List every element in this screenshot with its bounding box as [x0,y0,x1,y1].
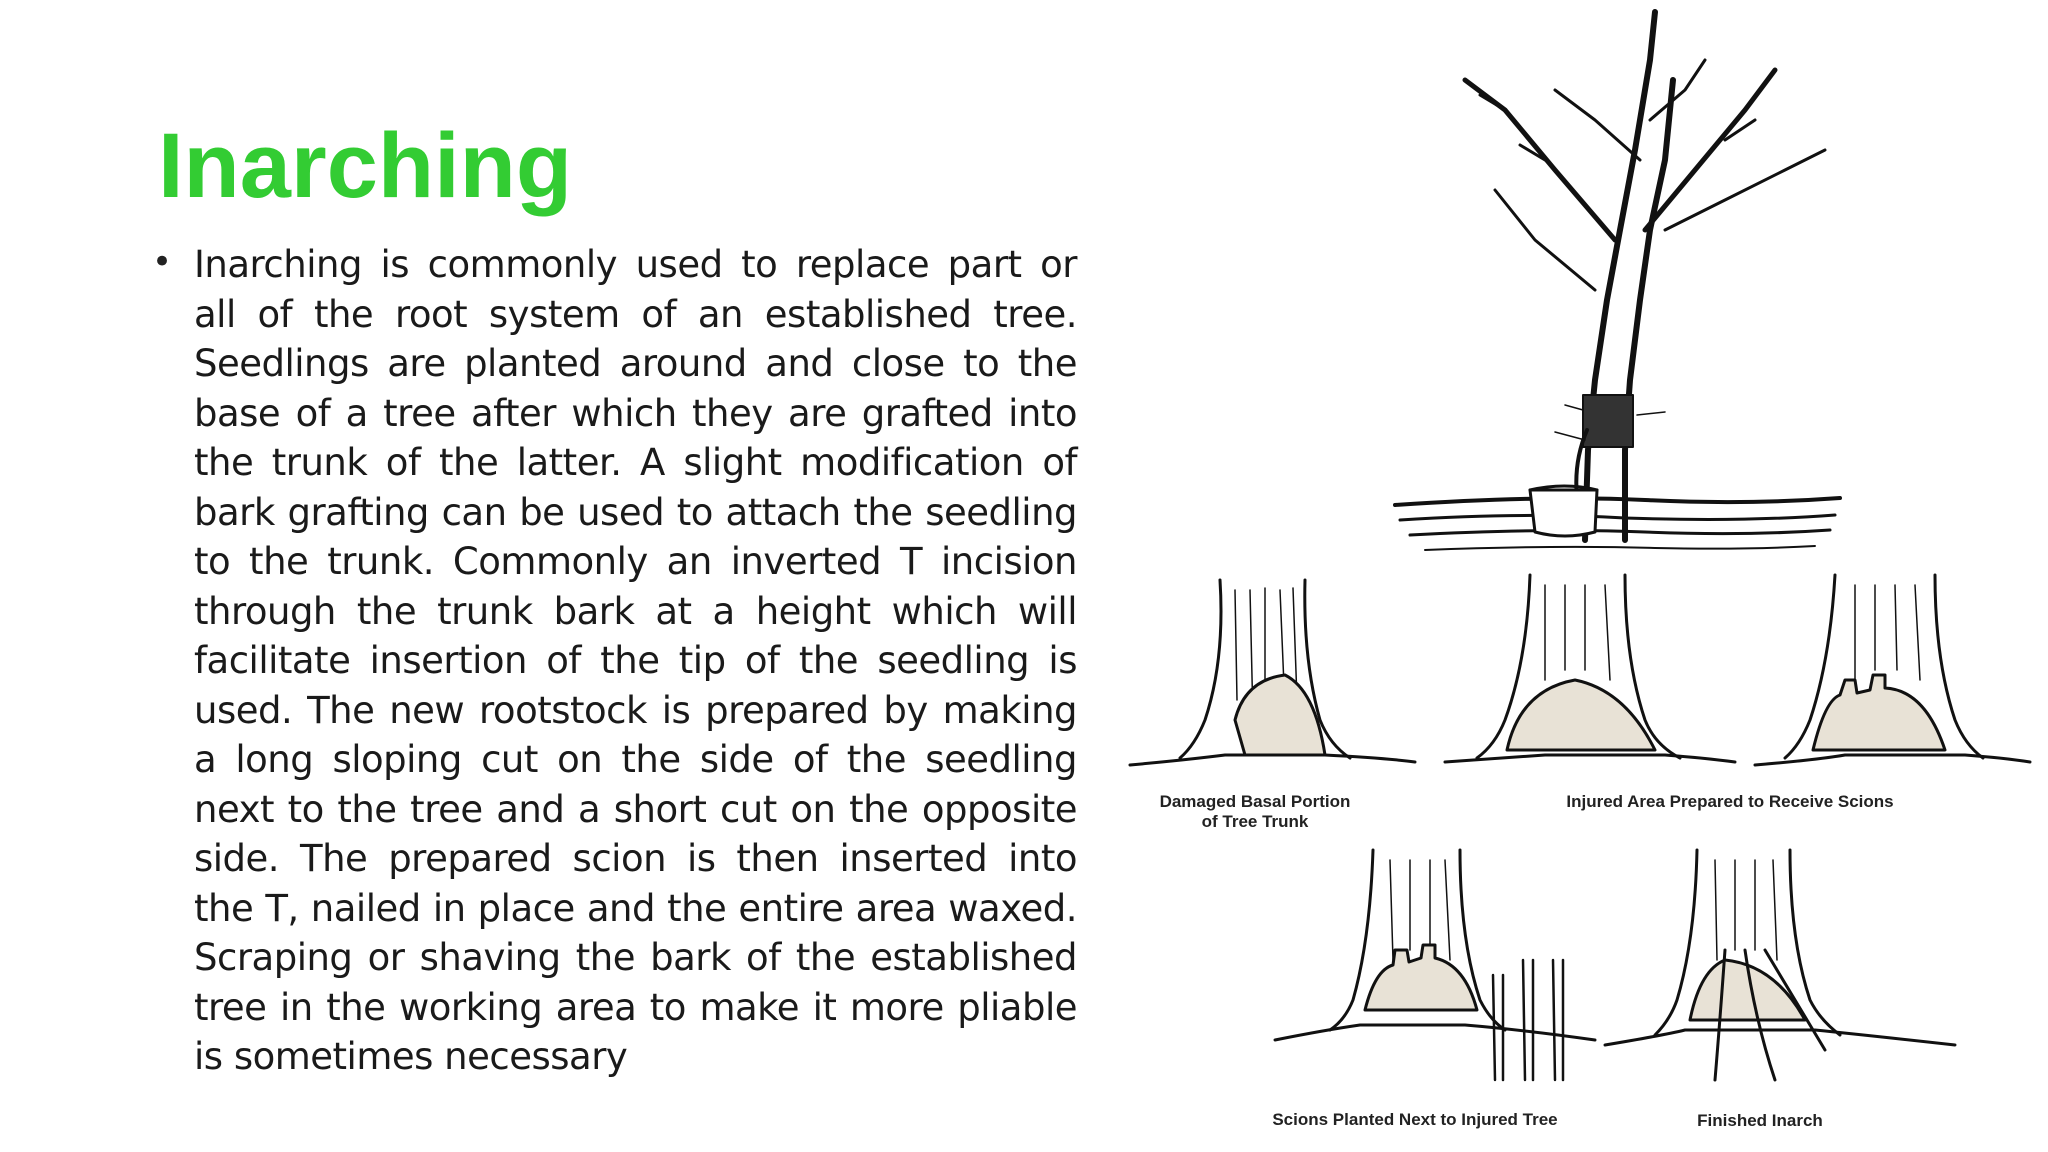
bullet-text: Inarching is commonly used to replace part or all of the root system of an established tree. Seedlings are planted around and close to the base of a tree after which they are grafted into the trunk of the latter. A slight modification of bark grafting can be used to attach the seedling to the trunk. Commonly an inverted T incision through the trunk bark at a height which will facilitate insertion of the tip of the seedling is used. The new rootstock is prepared by making a long sloping cut on the side of the seedling next to the tree and a short cut on the opposite side. The prepared scion is then inserted into the T, nailed in place and the entire area waxed. Scraping or shaving the bark of the established tree in the working area to make it more pliable is sometimes necessary [194,243,1077,1078]
finished-inarch-drawing [1605,850,1955,1080]
caption-finished: Finished Inarch [1697,1111,1823,1130]
damaged-trunk-drawing [1130,580,1415,765]
inarching-drawing [1125,0,2048,1152]
top-tree-drawing [1395,12,1840,550]
prepared-trunk-drawing [1445,575,1735,762]
slide-title: Inarching [158,115,573,217]
caption-planted: Scions Planted Next to Injured Tree [1272,1110,1558,1129]
bullet-icon: • [152,242,173,282]
bullet-list [152,240,1077,1082]
planted-scions-drawing [1275,850,1595,1080]
notched-trunk-drawing [1755,575,2030,765]
inarching-illustration [1125,0,2048,1152]
caption-prepared: Injured Area Prepared to Receive Scions [1566,792,1894,811]
caption-damaged: Damaged Basal Portion of Tree Trunk [1159,792,1351,831]
